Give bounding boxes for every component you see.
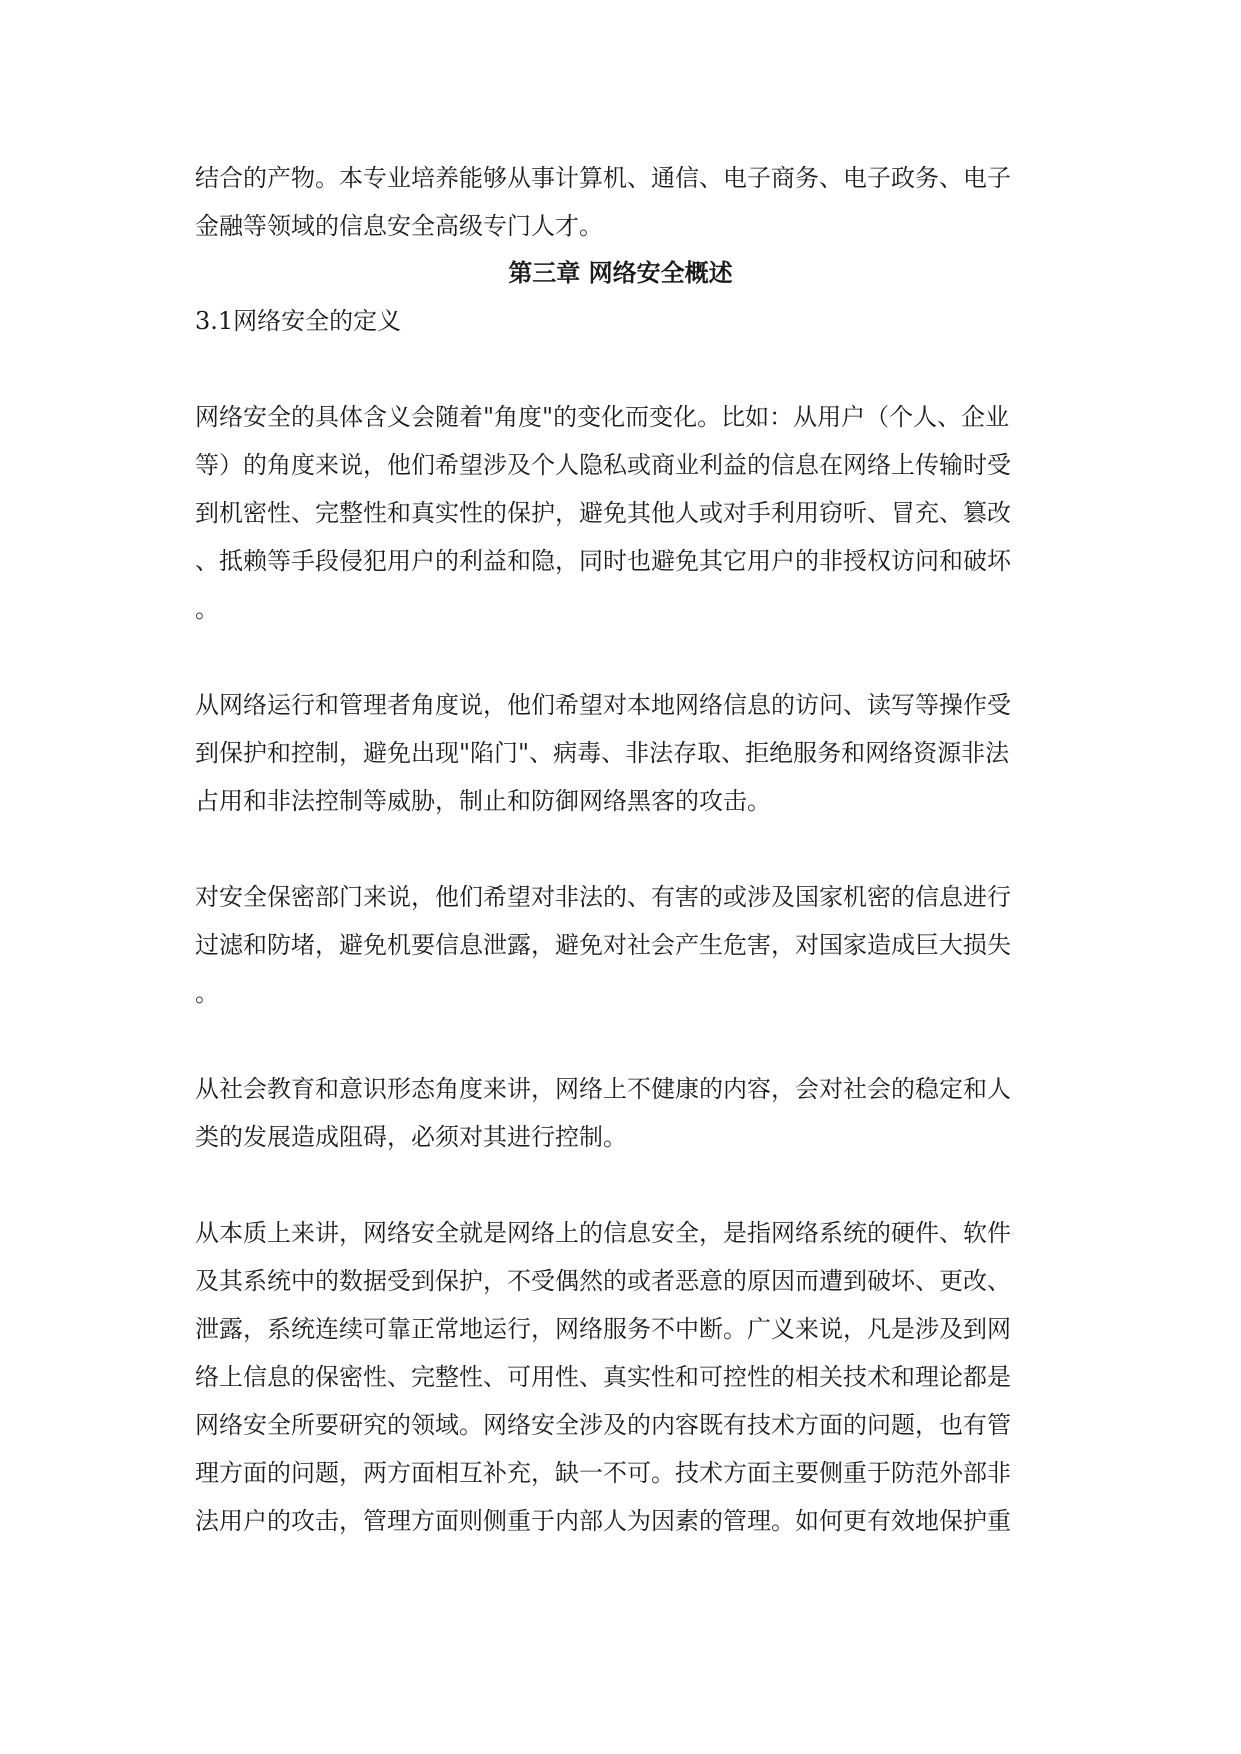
paragraph-line: 络上信息的保密性、完整性、可用性、真实性和可控性的相关技术和理论都是 <box>195 1363 1011 1391</box>
paragraph-line: 。 <box>195 595 219 623</box>
paragraph-line: 泄露，系统连续可靠正常地运行，网络服务不中断。广义来说，凡是涉及到网 <box>195 1315 1011 1343</box>
paragraph-line: 。 <box>195 979 219 1007</box>
paragraph-line: 网络安全的具体含义会随着"角度"的变化而变化。比如：从用户（个人、企业 <box>195 403 1010 431</box>
paragraph-line: 等）的角度来说，他们希望涉及个人隐私或商业利益的信息在网络上传输时受 <box>195 451 1011 479</box>
paragraph-line: 类的发展造成阻碍，必须对其进行控制。 <box>195 1123 627 1151</box>
paragraph-line: 过滤和防堵，避免机要信息泄露，避免对社会产生危害，对国家造成巨大损失 <box>195 931 1011 959</box>
paragraph-line: 到保护和控制，避免出现"陷门"、病毒、非法存取、拒绝服务和网络资源非法 <box>195 739 1010 767</box>
paragraph-line: 、抵赖等手段侵犯用户的利益和隐，同时也避免其它用户的非授权访问和破坏 <box>195 547 1011 575</box>
section-title: 3.1网络安全的定义 <box>195 307 402 335</box>
intro-line-1: 结合的产物。本专业培养能够从事计算机、通信、电子商务、电子政务、电子 <box>195 164 1011 192</box>
paragraph-line: 理方面的问题，两方面相互补充，缺一不可。技术方面主要侧重于防范外部非 <box>195 1459 1011 1487</box>
intro-line-2: 金融等领域的信息安全高级专门人才。 <box>195 212 603 240</box>
paragraph-line: 及其系统中的数据受到保护，不受偶然的或者恶意的原因而遭到破坏、更改、 <box>195 1267 1011 1295</box>
paragraph-line: 法用户的攻击，管理方面则侧重于内部人为因素的管理。如何更有效地保护重 <box>195 1507 1011 1535</box>
paragraph-line: 到机密性、完整性和真实性的保护，避免其他人或对手利用窃听、冒充、篡改 <box>195 499 1011 527</box>
paragraph-line: 从本质上来讲，网络安全就是网络上的信息安全，是指网络系统的硬件、软件 <box>195 1219 1011 1247</box>
paragraph-line: 对安全保密部门来说，他们希望对非法的、有害的或涉及国家机密的信息进行 <box>195 883 1011 911</box>
paragraph-line: 从社会教育和意识形态角度来讲，网络上不健康的内容，会对社会的稳定和人 <box>195 1075 1011 1103</box>
chapter-title: 第三章 网络安全概述 <box>508 258 733 287</box>
paragraph-line: 从网络运行和管理者角度说，他们希望对本地网络信息的访问、读写等操作受 <box>195 691 1011 719</box>
paragraph-line: 网络安全所要研究的领域。网络安全涉及的内容既有技术方面的问题，也有管 <box>195 1411 1011 1439</box>
paragraph-line: 占用和非法控制等威胁，制止和防御网络黑客的攻击。 <box>195 787 771 815</box>
